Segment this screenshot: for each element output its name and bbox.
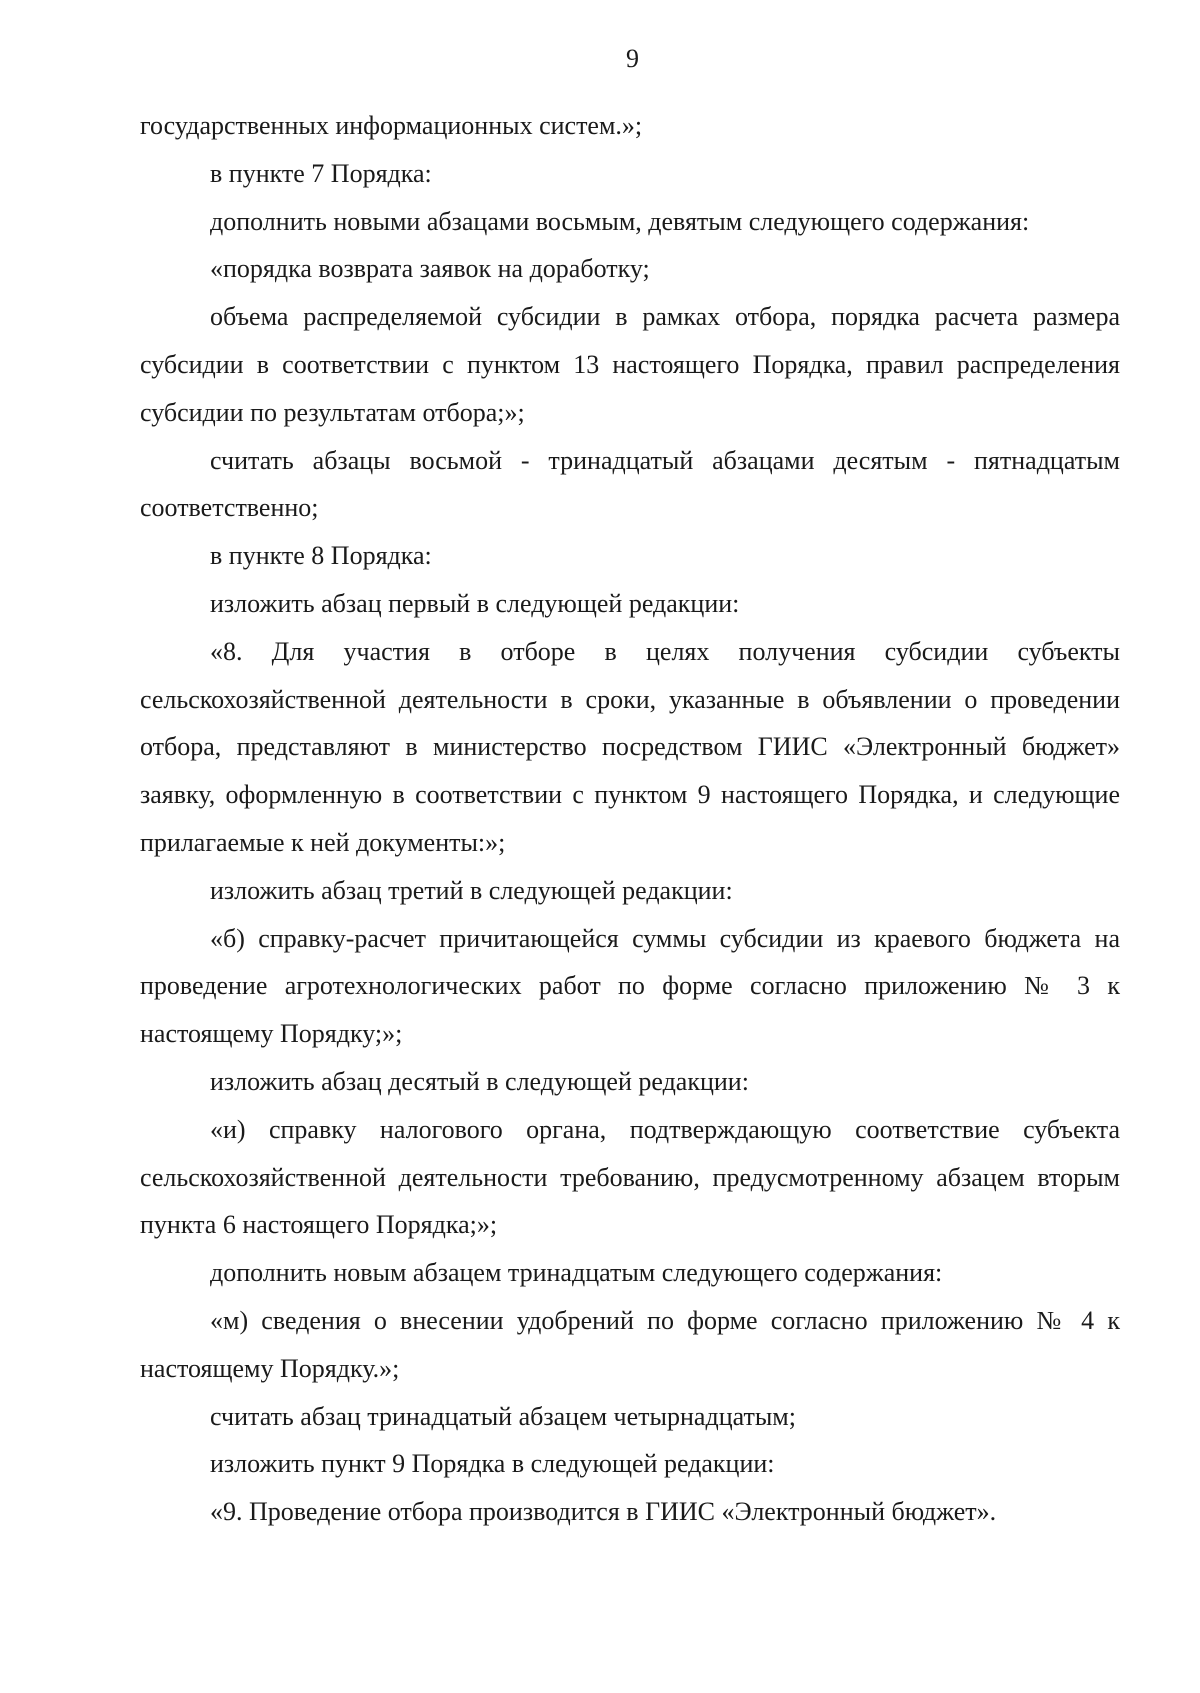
paragraph: «м) сведения о внесении удобрений по форме согласно приложению № 4 к настоящему Порядку.»;	[140, 1305, 1120, 1383]
document-body	[140, 102, 1120, 1536]
paragraph: «б) справку-расчет причитающейся суммы субсидии из краевого бюджета на проведение агротехнологических работ по форме согласно приложению № 3 к настоящему Порядку;»;	[140, 923, 1120, 1049]
paragraph: считать абзац тринадцатый абзацем четырнадцатым;	[210, 1401, 796, 1431]
paragraph: «и) справку налогового органа, подтверждающую соответствие субъекта сельскохозяйственной деятельности требованию, предусмотренному абзацем вторым пункта 6 настоящего Порядка;»;	[140, 1114, 1120, 1240]
page-number: 9	[626, 44, 639, 73]
paragraph: дополнить новыми абзацами восьмым, девятым следующего содержания:	[210, 206, 1030, 236]
paragraph: в пункте 8 Порядка:	[210, 541, 432, 571]
paragraph: «9. Проведение отбора производится в ГИИС «Электронный бюджет».	[210, 1497, 997, 1527]
paragraph: изложить абзац третий в следующей редакции:	[210, 875, 733, 905]
paragraph: изложить абзац первый в следующей редакции:	[210, 588, 740, 618]
paragraph: дополнить новым абзацем тринадцатым следующего содержания:	[210, 1258, 943, 1288]
paragraph: изложить пункт 9 Порядка в следующей редакции:	[210, 1449, 775, 1479]
paragraph: «8. Для участия в отборе в целях получения субсидии субъекты сельскохозяйственной деятельности в сроки, указанные в объявлении о проведении отбора, представляют в министерство посредством ГИИС «Электронный бюджет» заявку, оформленную в соответствии с пунктом 9 настоящего Порядка, и следующие прилагаемые к ней документы:»;	[140, 636, 1120, 857]
paragraph: в пункте 7 Порядка:	[210, 158, 432, 188]
paragraph: считать абзацы восьмой - тринадцатый абзацами десятым - пятнадцатым соответственно;	[140, 445, 1120, 523]
paragraph: государственных информационных систем.»;	[140, 111, 643, 140]
paragraph: изложить абзац десятый в следующей редакции:	[210, 1066, 749, 1096]
paragraph: «порядка возврата заявок на доработку;	[210, 254, 650, 284]
paragraph: объема распределяемой субсидии в рамках отбора, порядка расчета размера субсидии в соответствии с пунктом 13 настоящего Порядка, правил распределения субсидии по результатам отбора;»;	[140, 302, 1120, 427]
